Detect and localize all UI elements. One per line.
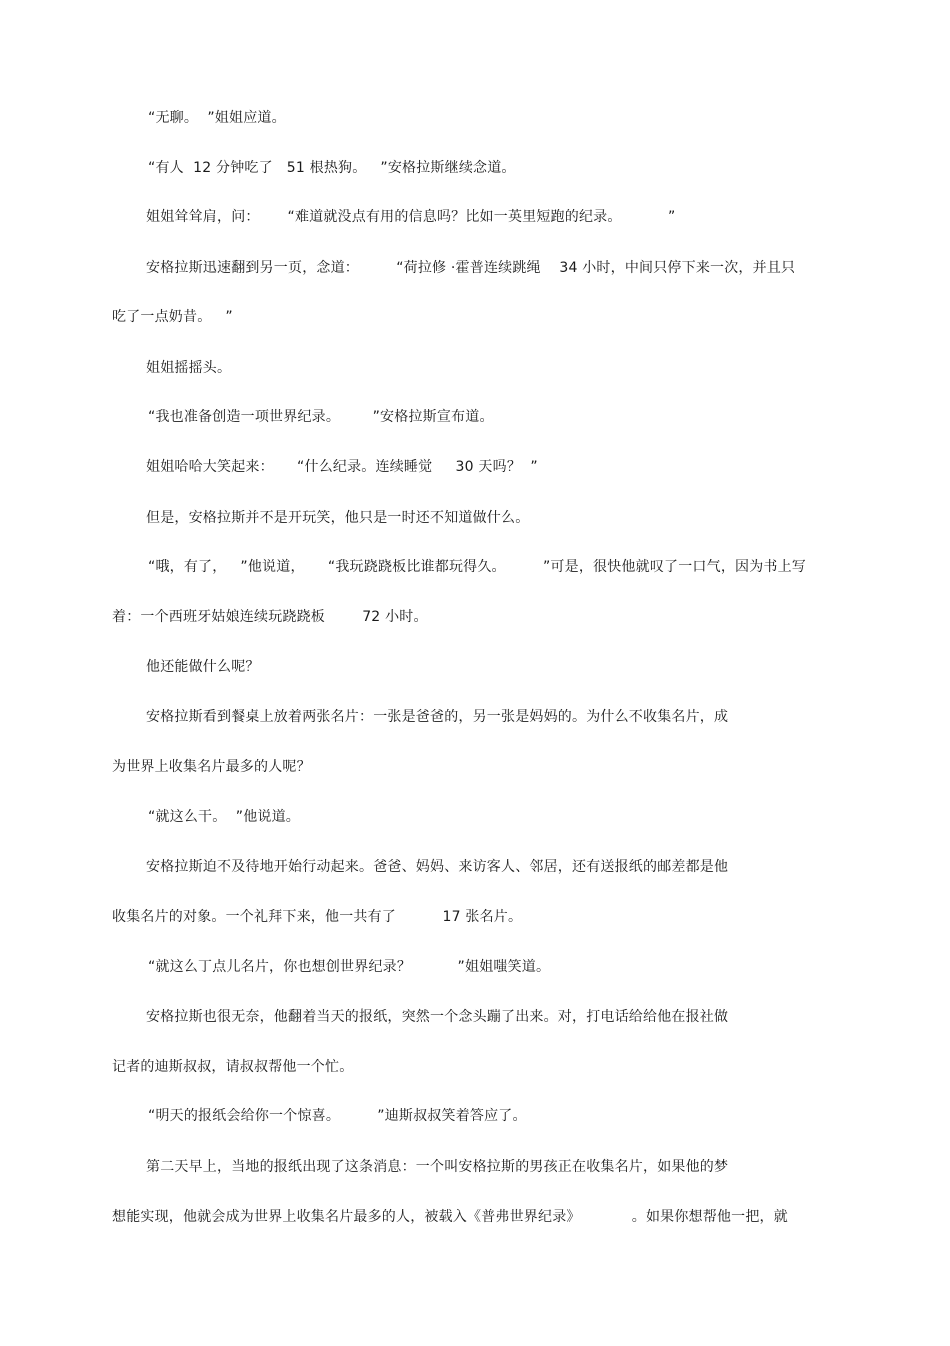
text-line: 安格拉斯迅速翻到另一页，念道： “荷拉修 ·霍普连续跳绳 34 小时，中间只停下来一次，并且只 xyxy=(146,260,796,276)
text-line: 着：一个西班牙姑娘连续玩跷跷板 72 小时。 xyxy=(112,609,428,625)
text-line: “哦，有了， ”他说道， “我玩跷跷板比谁都玩得久。 ”可是，很快他就叹了一口气，因为书上写 xyxy=(148,559,807,575)
text-line: 吃了一点奶昔。 ” xyxy=(112,309,233,325)
text-line: 想能实现，他就会成为世界上收集名片最多的人，被载入《普弗世界纪录》 。如果你想帮他一把，就 xyxy=(112,1209,788,1225)
text-line: 安格拉斯也很无奈，他翻着当天的报纸，突然一个念头蹦了出来。对，打电话给给他在报社做 xyxy=(146,1009,729,1025)
text-line: 但是，安格拉斯并不是开玩笑，他只是一时还不知道做什么。 xyxy=(146,510,530,526)
text-line: “我也准备创造一项世界纪录。 ”安格拉斯宣布道。 xyxy=(148,409,494,425)
text-line: “明天的报纸会给你一个惊喜。 ”迪斯叔叔笑着答应了。 xyxy=(148,1108,527,1124)
text-line: “有人 12 分钟吃了 51 根热狗。 ”安格拉斯继续念道。 xyxy=(148,160,516,176)
text-line: “就这么丁点儿名片，你也想创世界纪录？ ”姐姐嗤笑道。 xyxy=(148,959,551,975)
text-line: 为世界上收集名片最多的人呢？ xyxy=(112,759,311,775)
text-line: 姐姐摇摇头。 xyxy=(146,360,232,376)
text-line: “无聊。 ”姐姐应道。 xyxy=(148,110,286,126)
text-line: 安格拉斯迫不及待地开始行动起来。爸爸、妈妈、来访客人、邻居，还有送报纸的邮差都是他 xyxy=(146,859,729,875)
text-line: “就这么干。 ”他说道。 xyxy=(148,809,301,825)
text-line: 姐姐耸耸肩，问： “难道就没点有用的信息吗？比如一英里短跑的纪录。 ” xyxy=(146,209,676,225)
text-line: 他还能做什么呢？ xyxy=(146,659,260,675)
text-line: 安格拉斯看到餐桌上放着两张名片：一张是爸爸的，另一张是妈妈的。为什么不收集名片，成 xyxy=(146,709,729,725)
text-line: 记者的迪斯叔叔，请叔叔帮他一个忙。 xyxy=(112,1059,354,1075)
text-line: 收集名片的对象。一个礼拜下来，他一共有了 17 张名片。 xyxy=(112,909,523,925)
text-line: 姐姐哈哈大笑起来： “什么纪录。连续睡觉 30 天吗？ ” xyxy=(146,459,538,475)
text-line: 第二天早上，当地的报纸出现了这条消息：一个叫安格拉斯的男孩正在收集名片，如果他的梦 xyxy=(146,1159,729,1175)
